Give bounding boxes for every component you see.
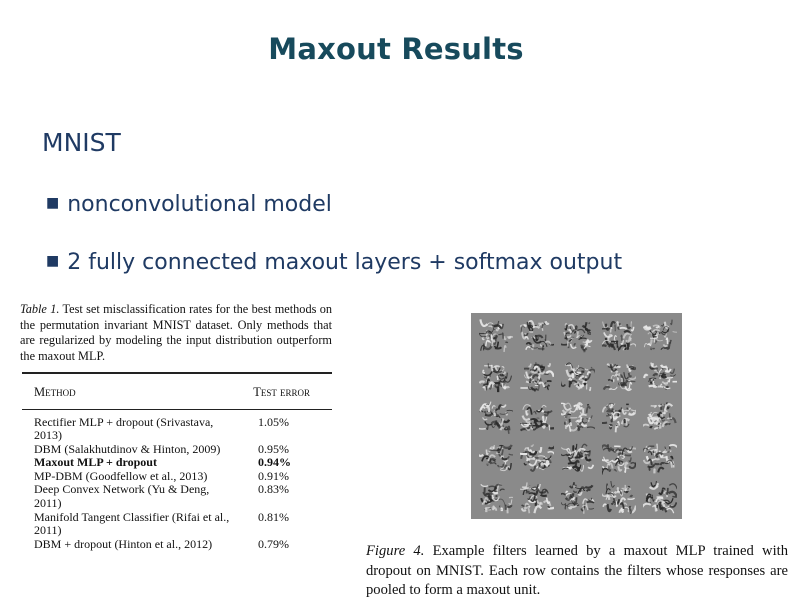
filter-thumbnail <box>643 441 677 475</box>
filter-thumbnail <box>602 400 636 434</box>
filter-thumbnail <box>520 400 554 434</box>
error-cell: 0.91% <box>258 468 289 483</box>
table-caption <box>20 302 332 364</box>
method-cell: DBM (Salakhutdinov & Hinton, 2009) <box>34 441 221 456</box>
maxout-filter-grid <box>471 313 682 519</box>
filter-thumbnail <box>479 400 513 434</box>
method-cell: MP-DBM (Goodfellow et al., 2013) <box>34 468 208 483</box>
column-header-method: Method <box>34 384 76 399</box>
error-cell: 0.94% <box>258 455 291 470</box>
filter-thumbnail <box>561 441 595 475</box>
error-cell: 0.83% <box>258 482 289 497</box>
filter-thumbnail <box>561 319 595 353</box>
filter-thumbnail <box>602 319 636 353</box>
results-table <box>22 372 332 551</box>
table-caption-label: Table 1. <box>20 302 60 316</box>
filter-thumbnail <box>520 441 554 475</box>
bullet-text: nonconvolutional model <box>67 192 332 217</box>
filter-thumbnail <box>602 481 636 515</box>
filter-thumbnail <box>643 400 677 434</box>
table-body <box>22 410 332 552</box>
bullet-text: 2 fully connected maxout layers + softmax output <box>67 250 623 275</box>
filter-thumbnail <box>520 481 554 515</box>
filter-thumbnail <box>561 360 595 394</box>
error-cell: 0.79% <box>258 536 289 551</box>
table-row <box>22 416 332 443</box>
filter-thumbnail <box>643 481 677 515</box>
method-cell: DBM + dropout (Hinton et al., 2012) <box>34 536 213 551</box>
method-cell: Maxout MLP + dropout <box>34 455 157 470</box>
filter-thumbnail <box>479 360 513 394</box>
filter-thumbnail <box>602 360 636 394</box>
table-row <box>22 511 332 538</box>
table-row <box>22 483 332 510</box>
table-row <box>22 470 332 484</box>
error-cell: 1.05% <box>258 414 289 429</box>
method-cell: Deep Convex Network (Yu & Deng, 2011) <box>34 482 210 511</box>
figure-caption-text: Example filters learned by a maxout MLP trained with dropout on MNIST. Each row contains the filters whose responses are pooled to form a maxout unit. <box>366 543 788 598</box>
table-header <box>22 374 332 409</box>
table-caption-text: Test set misclassification rates for the best methods on the permutation invariant MNIST dataset. Only methods that are regularized by modeling the input distribution outperform the maxout MLP. <box>20 302 332 363</box>
figure-caption <box>366 542 788 601</box>
filter-thumbnail <box>643 319 677 353</box>
table-row <box>22 456 332 470</box>
error-cell: 0.81% <box>258 509 289 524</box>
method-cell: Rectifier MLP + dropout (Srivastava, 2013) <box>34 414 214 443</box>
table-row <box>22 443 332 457</box>
table-row <box>22 538 332 552</box>
filter-thumbnail <box>479 481 513 515</box>
bullet-item <box>46 192 332 217</box>
filter-thumbnail <box>602 441 636 475</box>
filter-thumbnail <box>479 319 513 353</box>
slide-title: Maxout Results <box>268 32 524 66</box>
error-cell: 0.95% <box>258 441 289 456</box>
method-cell: Manifold Tangent Classifier (Rifai et al., 2011) <box>34 509 230 538</box>
square-bullet-icon: ■ <box>46 253 60 269</box>
filter-thumbnail <box>643 360 677 394</box>
filter-thumbnail <box>520 360 554 394</box>
filter-thumbnail <box>561 481 595 515</box>
filter-thumbnail <box>520 319 554 353</box>
filter-thumbnail <box>479 441 513 475</box>
filter-thumbnail <box>561 400 595 434</box>
square-bullet-icon: ■ <box>46 195 60 211</box>
bullet-item <box>46 250 622 275</box>
figure-caption-label: Figure 4. <box>366 543 425 559</box>
section-heading: MNIST <box>42 128 121 157</box>
column-header-error: Test error <box>253 384 310 399</box>
